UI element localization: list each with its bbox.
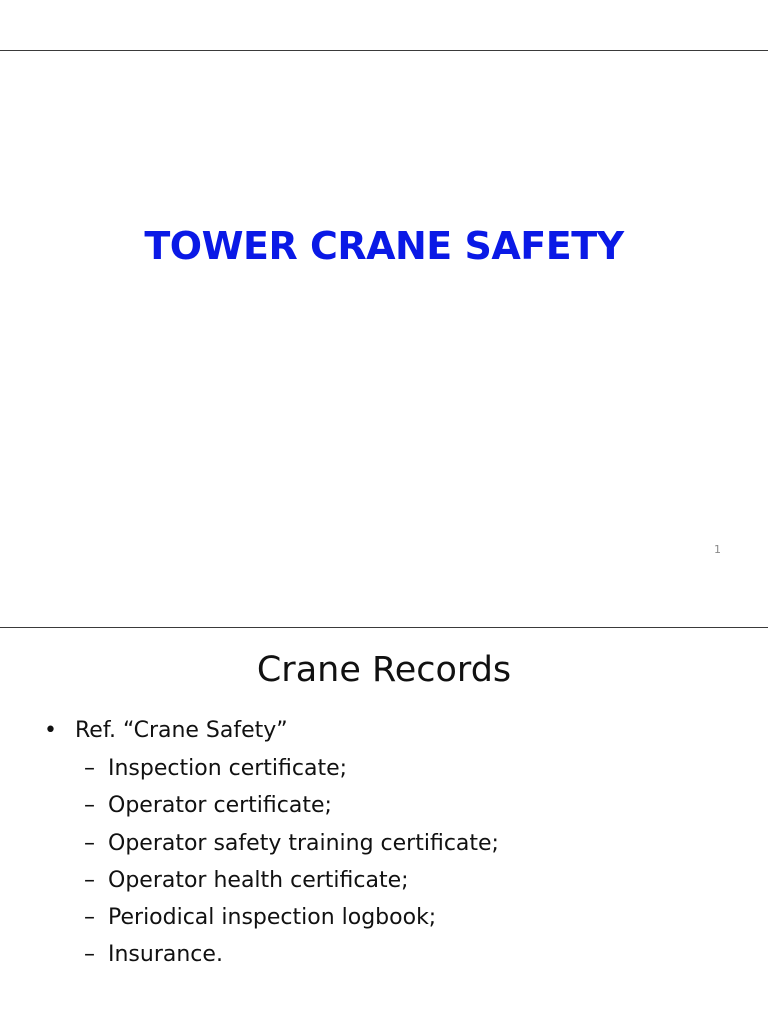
bullet-text: Ref. “Crane Safety” — [75, 718, 288, 743]
dash-marker: – — [84, 905, 95, 931]
dash-marker: – — [84, 942, 95, 968]
sub-item-safety-training-certificate — [0, 825, 768, 862]
sub-item-text: Operator safety training certificate; — [108, 830, 499, 856]
sub-item-operator-certificate — [0, 787, 768, 824]
slide-divider-top — [0, 50, 768, 51]
slide-number: 1 — [714, 543, 721, 556]
sub-item-health-certificate — [0, 862, 768, 899]
dash-marker: – — [84, 756, 95, 781]
slide-divider — [0, 627, 768, 628]
slide-2-content — [0, 712, 768, 974]
sub-item-text: Insurance. — [108, 942, 223, 968]
bullet-item — [0, 712, 768, 750]
slide-1-title: TOWER CRANE SAFETY — [144, 224, 624, 268]
dash-marker: – — [84, 793, 95, 819]
slide-2-title: Crane Records — [256, 650, 512, 690]
sub-item-text: Inspection certificate; — [108, 756, 348, 781]
sub-item-text: Operator health certificate; — [108, 867, 409, 893]
sub-item-text: Periodical inspection logbook; — [108, 905, 437, 931]
bullet-marker: • — [44, 718, 57, 743]
sub-item-inspection-logbook — [0, 899, 768, 936]
dash-marker: – — [84, 867, 95, 893]
sub-item-text: Operator certificate; — [108, 793, 332, 819]
sub-item-insurance — [0, 936, 768, 973]
dash-marker: – — [84, 830, 95, 856]
sub-item-inspection-certificate — [0, 750, 768, 787]
